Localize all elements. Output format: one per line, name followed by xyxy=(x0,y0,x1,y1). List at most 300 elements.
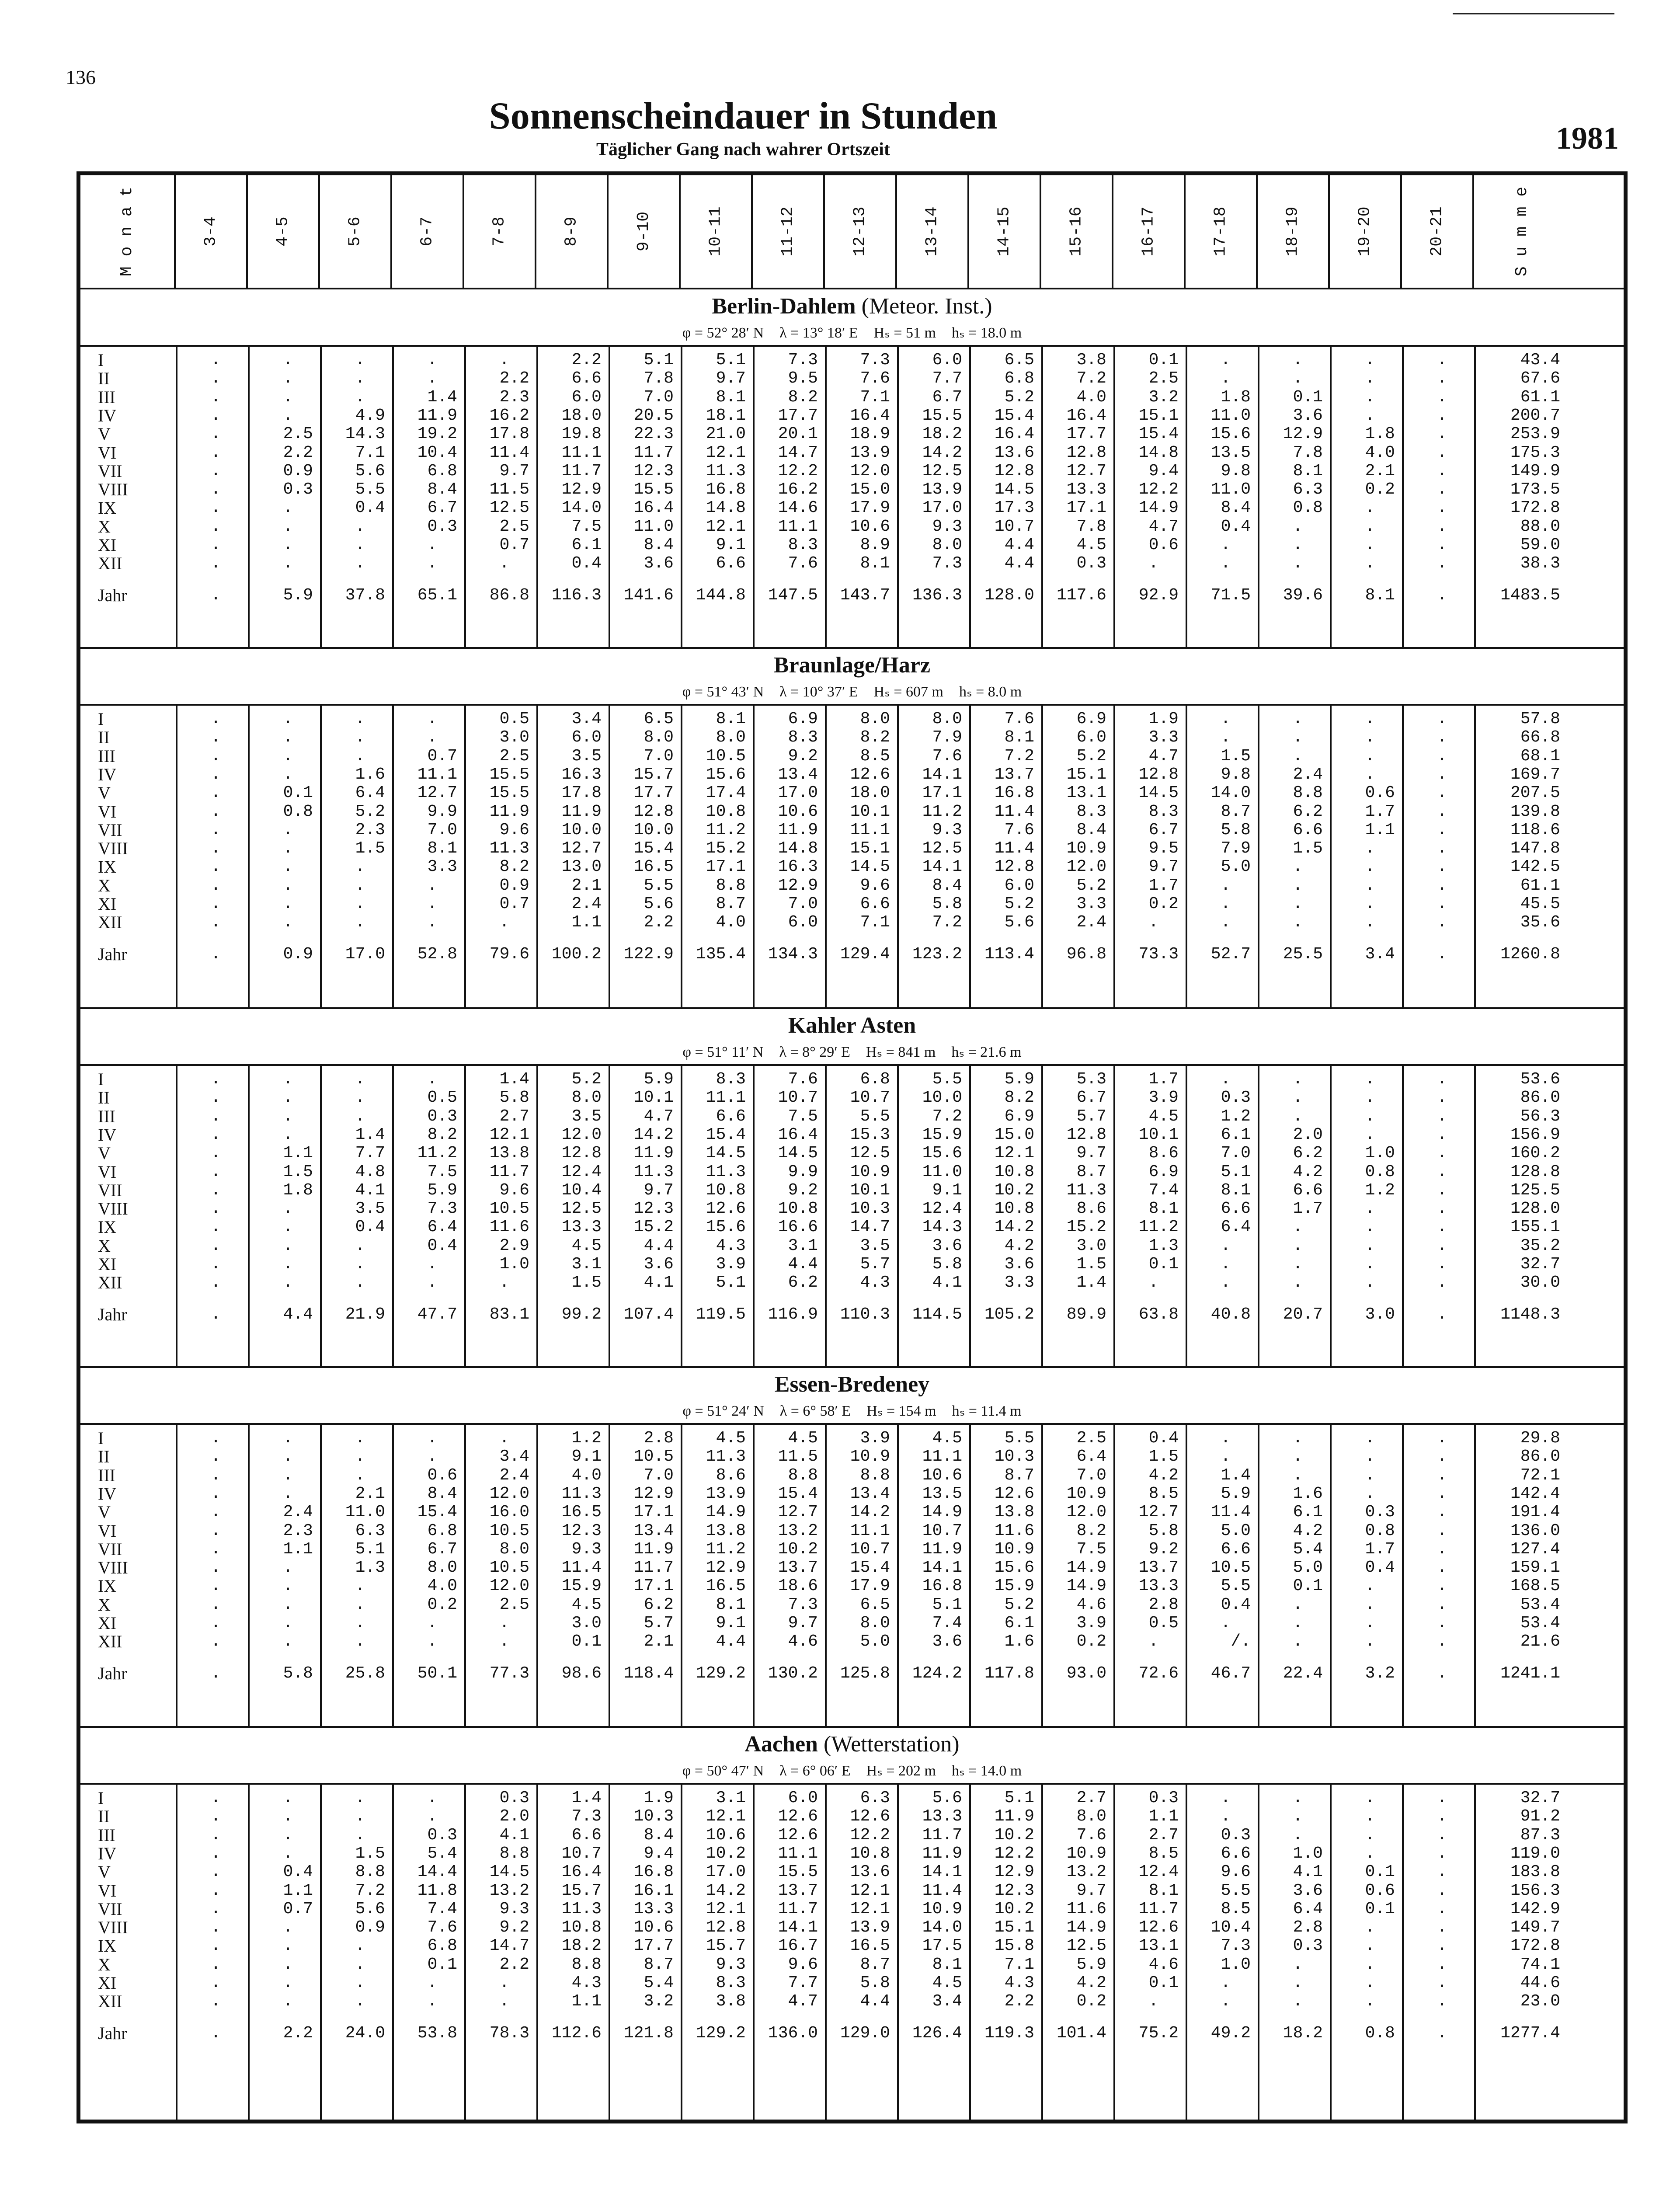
value-cell: 1.7 xyxy=(1365,802,1395,821)
station-coordinates xyxy=(80,1043,1624,1061)
table-row xyxy=(80,1918,1624,1937)
column-header-label: 9-10 xyxy=(634,211,653,252)
value-cell: . xyxy=(1365,839,1375,858)
value-cell: . xyxy=(283,710,293,728)
value-cell: 0.3 xyxy=(499,1789,529,1807)
value-cell: . xyxy=(211,1484,221,1503)
value-cell: 0.7 xyxy=(499,536,529,554)
month-label: VIII xyxy=(98,480,128,500)
table-row xyxy=(80,1181,1624,1200)
value-cell: 20.5 xyxy=(633,406,674,425)
value-cell: 11.1 xyxy=(778,1844,818,1863)
value-cell: . xyxy=(1365,387,1375,407)
value-cell: 7.3 xyxy=(860,351,890,369)
value-cell: 6.9 xyxy=(1148,1162,1179,1181)
value-cell: 6.2 xyxy=(788,1273,818,1292)
value-cell: 13.7 xyxy=(778,1558,818,1577)
value-cell: . xyxy=(1437,1107,1447,1126)
value-cell: 6.6 xyxy=(571,369,602,388)
value-cell: 8.1 xyxy=(1004,728,1034,747)
sum-cell: 72.1 xyxy=(1520,1465,1560,1485)
value-cell: 8.0 xyxy=(716,728,746,747)
value-cell: . xyxy=(1148,1992,1158,2011)
value-cell: 4.0 xyxy=(1365,443,1395,462)
value-cell: 7.5 xyxy=(788,1107,818,1126)
value-cell: 8.0 xyxy=(499,1539,529,1559)
value-cell: 8.2 xyxy=(788,387,818,407)
value-cell: 116.9 xyxy=(768,1305,818,1324)
value-cell: 3.4 xyxy=(499,1447,529,1466)
sum-cell: 43.4 xyxy=(1520,351,1560,369)
value-cell: 49.2 xyxy=(1210,2023,1251,2043)
value-cell: 1.5 xyxy=(571,1273,602,1292)
value-cell: 12.3 xyxy=(633,461,674,480)
value-cell: . xyxy=(355,536,365,554)
value-cell: . xyxy=(1221,351,1231,369)
value-cell: 10.7 xyxy=(778,1088,818,1107)
value-cell: 13.6 xyxy=(994,443,1034,462)
value-cell: . xyxy=(499,351,509,369)
value-cell: 12.6 xyxy=(850,1807,890,1826)
value-cell: 11.9 xyxy=(922,1539,962,1559)
value-cell: 4.2 xyxy=(1076,1974,1106,1992)
value-cell: . xyxy=(355,1974,365,1992)
value-cell: . xyxy=(427,1273,437,1292)
coord-hs: Hₛ = 607 m xyxy=(873,684,943,700)
station-title xyxy=(80,1731,1624,1757)
value-cell: . xyxy=(283,1789,293,1807)
value-cell: 0.1 xyxy=(1148,351,1179,369)
value-cell: 3.1 xyxy=(716,1789,746,1807)
value-cell: 9.4 xyxy=(643,1844,674,1863)
value-cell: . xyxy=(211,1974,221,1992)
value-cell: 2.5 xyxy=(499,746,529,766)
value-cell: 17.1 xyxy=(1066,498,1106,518)
month-label: VII xyxy=(98,1899,122,1919)
value-cell: . xyxy=(427,913,437,932)
value-cell: 4.3 xyxy=(1004,1974,1034,1992)
value-cell: 0.2 xyxy=(1076,1992,1106,2011)
value-cell: 8.7 xyxy=(1076,1162,1106,1181)
month-label: VIII xyxy=(98,839,128,859)
value-cell: 8.5 xyxy=(1148,1484,1179,1503)
value-cell: 10.8 xyxy=(778,1199,818,1218)
value-cell: 10.3 xyxy=(633,1807,674,1826)
value-cell: 5.2 xyxy=(355,802,385,821)
value-cell: . xyxy=(1437,1125,1447,1144)
value-cell: . xyxy=(1437,1844,1447,1863)
value-cell: 25.8 xyxy=(345,1664,385,1683)
month-label: I xyxy=(98,350,104,370)
value-cell: 0.1 xyxy=(427,1955,457,1974)
value-cell: . xyxy=(1365,517,1375,536)
value-cell: 10.2 xyxy=(994,1180,1034,1200)
value-cell: 11.3 xyxy=(561,1899,602,1918)
value-cell: 9.2 xyxy=(788,1180,818,1200)
value-cell: 0.1 xyxy=(283,783,313,803)
value-cell: 11.0 xyxy=(1210,406,1251,425)
value-cell: . xyxy=(1293,1825,1303,1845)
value-cell: 1.6 xyxy=(1004,1632,1034,1651)
value-cell: 12.9 xyxy=(633,1484,674,1503)
value-cell: 5.1 xyxy=(716,1273,746,1292)
value-cell: . xyxy=(1293,1218,1303,1237)
value-cell: . xyxy=(1365,1632,1375,1651)
value-cell: 1.1 xyxy=(283,1881,313,1900)
value-cell: 18.2 xyxy=(561,1936,602,1956)
value-cell: 3.3 xyxy=(1004,1273,1034,1292)
value-cell: 11.7 xyxy=(633,443,674,462)
value-cell: 5.9 xyxy=(1221,1484,1251,1503)
value-cell: . xyxy=(1365,1807,1375,1826)
value-cell: 15.9 xyxy=(922,1125,962,1144)
sum-cell: 159.1 xyxy=(1510,1558,1560,1577)
value-cell: . xyxy=(1437,1465,1447,1485)
coord-lambda: λ = 10° 37′ E xyxy=(779,684,858,700)
value-cell: 11.0 xyxy=(922,1162,962,1181)
value-cell: 15.9 xyxy=(561,1577,602,1596)
station-coordinates xyxy=(80,683,1624,700)
value-cell: 22.4 xyxy=(1283,1664,1323,1683)
value-cell: 15.4 xyxy=(633,839,674,858)
value-cell: . xyxy=(499,913,509,932)
value-cell: 8.1 xyxy=(716,710,746,728)
value-cell: 4.5 xyxy=(1076,536,1106,554)
value-cell: . xyxy=(1437,728,1447,747)
value-cell: . xyxy=(355,369,365,388)
value-cell: . xyxy=(283,1936,293,1956)
value-cell: 17.7 xyxy=(778,406,818,425)
value-cell: . xyxy=(1437,710,1447,728)
sum-cell: 191.4 xyxy=(1510,1503,1560,1522)
column-header-label: 15-16 xyxy=(1067,206,1086,257)
value-cell: 135.4 xyxy=(696,944,746,964)
value-cell: 14.3 xyxy=(345,425,385,444)
value-cell: 12.0 xyxy=(489,1484,529,1503)
value-cell: 101.4 xyxy=(1056,2023,1106,2043)
value-cell: 12.7 xyxy=(778,1503,818,1522)
sum-cell: 149.9 xyxy=(1510,461,1560,480)
value-cell: . xyxy=(355,1088,365,1107)
value-cell: . xyxy=(1437,585,1447,605)
value-cell: 8.1 xyxy=(716,1595,746,1614)
value-cell: 6.4 xyxy=(1076,1447,1106,1466)
value-cell: 0.3 xyxy=(1293,1936,1323,1956)
value-cell: 10.5 xyxy=(706,746,746,766)
value-cell: 15.4 xyxy=(850,1558,890,1577)
value-cell: 0.8 xyxy=(283,802,313,821)
value-cell: 10.6 xyxy=(922,1465,962,1485)
value-cell: 0.8 xyxy=(1293,498,1323,518)
value-cell: . xyxy=(283,765,293,784)
sum-cell: 74.1 xyxy=(1520,1955,1560,1974)
value-cell: 7.6 xyxy=(860,369,890,388)
value-cell: 13.9 xyxy=(706,1484,746,1503)
value-cell: 0.6 xyxy=(1365,1881,1395,1900)
value-cell: 7.0 xyxy=(1221,1144,1251,1163)
value-cell: 13.2 xyxy=(1066,1862,1106,1882)
value-cell: 1.5 xyxy=(1293,839,1323,858)
table-row xyxy=(80,877,1624,895)
value-cell: 12.7 xyxy=(1066,461,1106,480)
value-cell: 11.2 xyxy=(417,1144,457,1163)
value-cell: . xyxy=(1365,1974,1375,1992)
value-cell: . xyxy=(1437,425,1447,444)
value-cell: . xyxy=(1437,1558,1447,1577)
value-cell: . xyxy=(1437,1664,1447,1683)
value-cell: 14.0 xyxy=(922,1918,962,1937)
value-cell: 3.2 xyxy=(1365,1664,1395,1683)
value-cell: 0.1 xyxy=(571,1632,602,1651)
value-cell: 13.5 xyxy=(922,1484,962,1503)
value-cell: 14.2 xyxy=(850,1503,890,1522)
value-cell: 11.9 xyxy=(633,1144,674,1163)
value-cell: 128.0 xyxy=(984,585,1034,605)
value-cell: 11.6 xyxy=(994,1521,1034,1540)
value-cell: . xyxy=(211,1789,221,1807)
value-cell: 12.6 xyxy=(778,1807,818,1826)
value-cell: 119.3 xyxy=(984,2023,1034,2043)
coord-hz: hₛ = 11.4 m xyxy=(952,1403,1022,1419)
value-cell: 7.5 xyxy=(571,517,602,536)
station-coordinates xyxy=(80,324,1624,341)
value-cell: 4.1 xyxy=(1293,1862,1323,1882)
value-cell: 16.4 xyxy=(850,406,890,425)
value-cell: 7.8 xyxy=(643,369,674,388)
value-cell: 13.7 xyxy=(778,1881,818,1900)
value-cell: 9.8 xyxy=(1221,765,1251,784)
value-cell: 126.4 xyxy=(912,2023,962,2043)
value-cell: . xyxy=(1437,1862,1447,1882)
value-cell: 0.7 xyxy=(283,1899,313,1918)
value-cell: 3.4 xyxy=(932,1992,962,2011)
value-cell: 89.9 xyxy=(1066,1305,1106,1324)
value-cell: 4.4 xyxy=(643,1236,674,1255)
value-cell: 6.8 xyxy=(427,1936,457,1956)
value-cell: . xyxy=(355,1595,365,1614)
value-cell: . xyxy=(283,839,293,858)
value-cell: 6.6 xyxy=(1221,1199,1251,1218)
value-cell: 0.3 xyxy=(1221,1825,1251,1845)
value-cell: . xyxy=(1437,820,1447,839)
value-cell: 15.4 xyxy=(778,1484,818,1503)
value-cell: 6.9 xyxy=(788,710,818,728)
value-cell: . xyxy=(1365,1992,1375,2011)
value-cell: . xyxy=(1293,351,1303,369)
sum-cell: 23.0 xyxy=(1520,1992,1560,2011)
sum-cell: 155.1 xyxy=(1510,1218,1560,1237)
month-label: VI xyxy=(98,1521,117,1541)
value-cell: 8.0 xyxy=(860,710,890,728)
value-cell: 2.8 xyxy=(1148,1595,1179,1614)
value-cell: 14.1 xyxy=(778,1918,818,1937)
value-cell: 5.3 xyxy=(1076,1070,1106,1089)
value-cell: 6.5 xyxy=(860,1595,890,1614)
value-cell: 2.8 xyxy=(643,1429,674,1448)
value-cell: . xyxy=(211,585,221,605)
value-cell: 7.1 xyxy=(860,913,890,932)
value-cell: 7.4 xyxy=(932,1614,962,1633)
value-cell: 17.7 xyxy=(1066,425,1106,444)
value-cell: 5.1 xyxy=(1221,1162,1251,1181)
value-cell: . xyxy=(355,517,365,536)
table-row xyxy=(80,1503,1624,1521)
value-cell: 24.0 xyxy=(345,2023,385,2043)
value-cell: 3.5 xyxy=(571,1107,602,1126)
value-cell: 3.5 xyxy=(571,746,602,766)
value-cell: 2.9 xyxy=(499,1236,529,1255)
value-cell: 14.7 xyxy=(778,443,818,462)
value-cell: 12.1 xyxy=(850,1899,890,1918)
sum-cell: 30.0 xyxy=(1520,1273,1560,1292)
table-row xyxy=(80,1559,1624,1577)
value-cell: 11.1 xyxy=(922,1447,962,1466)
section-divider xyxy=(80,1726,1624,1728)
value-cell: 17.0 xyxy=(778,783,818,803)
value-cell: . xyxy=(355,1273,365,1292)
value-cell: 18.2 xyxy=(922,425,962,444)
value-cell: 1.4 xyxy=(499,1070,529,1089)
coord-lambda: λ = 8° 29′ E xyxy=(779,1044,850,1060)
value-cell: 5.0 xyxy=(1221,857,1251,877)
value-cell: 16.8 xyxy=(706,480,746,499)
value-cell: 0.1 xyxy=(1148,1974,1179,1992)
value-cell: . xyxy=(1365,1199,1375,1218)
value-cell: 20.7 xyxy=(1283,1305,1323,1324)
value-cell: . xyxy=(1437,1789,1447,1807)
value-cell: 8.3 xyxy=(788,728,818,747)
value-cell: 10.9 xyxy=(922,1899,962,1918)
value-cell: . xyxy=(427,1807,437,1826)
value-cell: . xyxy=(1221,1447,1231,1466)
value-cell: 10.9 xyxy=(850,1447,890,1466)
value-cell: 5.4 xyxy=(427,1844,457,1863)
column-header-label: 13-14 xyxy=(923,206,942,257)
value-cell: 2.2 xyxy=(499,369,529,388)
value-cell: . xyxy=(427,536,437,554)
value-cell: . xyxy=(427,351,437,369)
value-cell: 119.5 xyxy=(696,1305,746,1324)
value-cell: 8.1 xyxy=(716,387,746,407)
sum-cell: 59.0 xyxy=(1520,536,1560,554)
value-cell: . xyxy=(1293,517,1303,536)
value-cell: 11.9 xyxy=(633,1539,674,1559)
column-header-label: 10-11 xyxy=(706,206,725,257)
value-cell: 16.4 xyxy=(561,1862,602,1882)
value-cell: 7.9 xyxy=(1221,839,1251,858)
value-cell: . xyxy=(1437,1236,1447,1255)
value-cell: 3.6 xyxy=(932,1236,962,1255)
value-cell: 7.1 xyxy=(860,387,890,407)
value-cell: 10.7 xyxy=(850,1088,890,1107)
value-cell: . xyxy=(1221,1992,1231,2011)
value-cell: . xyxy=(211,517,221,536)
value-cell: . xyxy=(427,895,437,913)
value-cell: 11.1 xyxy=(778,517,818,536)
value-cell: 10.4 xyxy=(561,1180,602,1200)
value-cell: 124.2 xyxy=(912,1664,962,1683)
value-cell: . xyxy=(1437,1881,1447,1900)
value-cell: . xyxy=(427,1447,437,1466)
column-header xyxy=(1402,175,1474,288)
coord-lambda: λ = 6° 58′ E xyxy=(779,1403,851,1419)
value-cell: 13.3 xyxy=(1138,1577,1179,1596)
column-header-label: 5-6 xyxy=(345,216,365,247)
value-cell: 4.3 xyxy=(716,1236,746,1255)
value-cell: 13.3 xyxy=(633,1899,674,1918)
value-cell: 14.3 xyxy=(922,1218,962,1237)
value-cell: 6.8 xyxy=(427,1521,457,1540)
column-header-label: 19-20 xyxy=(1356,206,1374,257)
value-cell: 1.1 xyxy=(571,913,602,932)
value-cell: . xyxy=(1365,913,1375,932)
value-cell: . xyxy=(211,1465,221,1485)
value-cell: 2.3 xyxy=(499,387,529,407)
value-cell: 14.1 xyxy=(922,1862,962,1882)
value-cell: 96.8 xyxy=(1066,944,1106,964)
value-cell: 6.3 xyxy=(1293,480,1323,499)
value-cell: . xyxy=(355,387,365,407)
sum-cell: 160.2 xyxy=(1510,1144,1560,1163)
value-cell: 7.5 xyxy=(1076,1539,1106,1559)
value-cell: . xyxy=(1437,461,1447,480)
value-cell: . xyxy=(1221,1070,1231,1089)
coord-hs: Hₛ = 841 m xyxy=(866,1044,936,1060)
value-cell: 78.3 xyxy=(489,2023,529,2043)
value-cell: 17.4 xyxy=(706,783,746,803)
station-title xyxy=(80,293,1624,319)
value-cell: 17.9 xyxy=(850,1577,890,1596)
value-cell: 8.2 xyxy=(427,1125,457,1144)
table-row xyxy=(80,536,1624,554)
month-label: V xyxy=(98,424,111,444)
sum-cell: 128.8 xyxy=(1510,1162,1560,1181)
value-cell: . xyxy=(283,1825,293,1845)
value-cell: . xyxy=(1437,1918,1447,1937)
value-cell: 5.6 xyxy=(643,895,674,913)
value-cell: 6.4 xyxy=(1293,1899,1323,1918)
value-cell: . xyxy=(1437,765,1447,784)
value-cell: 52.8 xyxy=(417,944,457,964)
station-title xyxy=(80,1013,1624,1038)
value-cell: 1.0 xyxy=(1221,1955,1251,1974)
value-cell: 12.7 xyxy=(417,783,457,803)
value-cell: 141.6 xyxy=(623,585,674,605)
table-row xyxy=(80,1429,1624,1448)
value-cell: 7.3 xyxy=(427,1199,457,1218)
value-cell: 6.1 xyxy=(571,536,602,554)
value-cell: 8.6 xyxy=(1076,1199,1106,1218)
value-cell: 14.8 xyxy=(778,839,818,858)
value-cell: 0.4 xyxy=(355,498,385,518)
value-cell: . xyxy=(355,876,365,895)
value-cell: 4.4 xyxy=(1004,554,1034,573)
value-cell: . xyxy=(1437,1632,1447,1651)
value-cell: 4.5 xyxy=(932,1429,962,1448)
value-cell: 73.3 xyxy=(1138,944,1179,964)
value-cell: 8.8 xyxy=(571,1955,602,1974)
value-cell: 8.0 xyxy=(932,536,962,554)
value-cell: . xyxy=(211,351,221,369)
value-cell: 13.8 xyxy=(489,1144,529,1163)
value-cell: 16.5 xyxy=(850,1936,890,1956)
value-cell: . xyxy=(211,783,221,803)
value-cell: 15.5 xyxy=(489,783,529,803)
sum-cell: 53.6 xyxy=(1520,1070,1560,1089)
value-cell: . xyxy=(1221,1255,1231,1274)
value-cell: 5.9 xyxy=(1004,1070,1034,1089)
value-cell: . xyxy=(1221,1614,1231,1633)
